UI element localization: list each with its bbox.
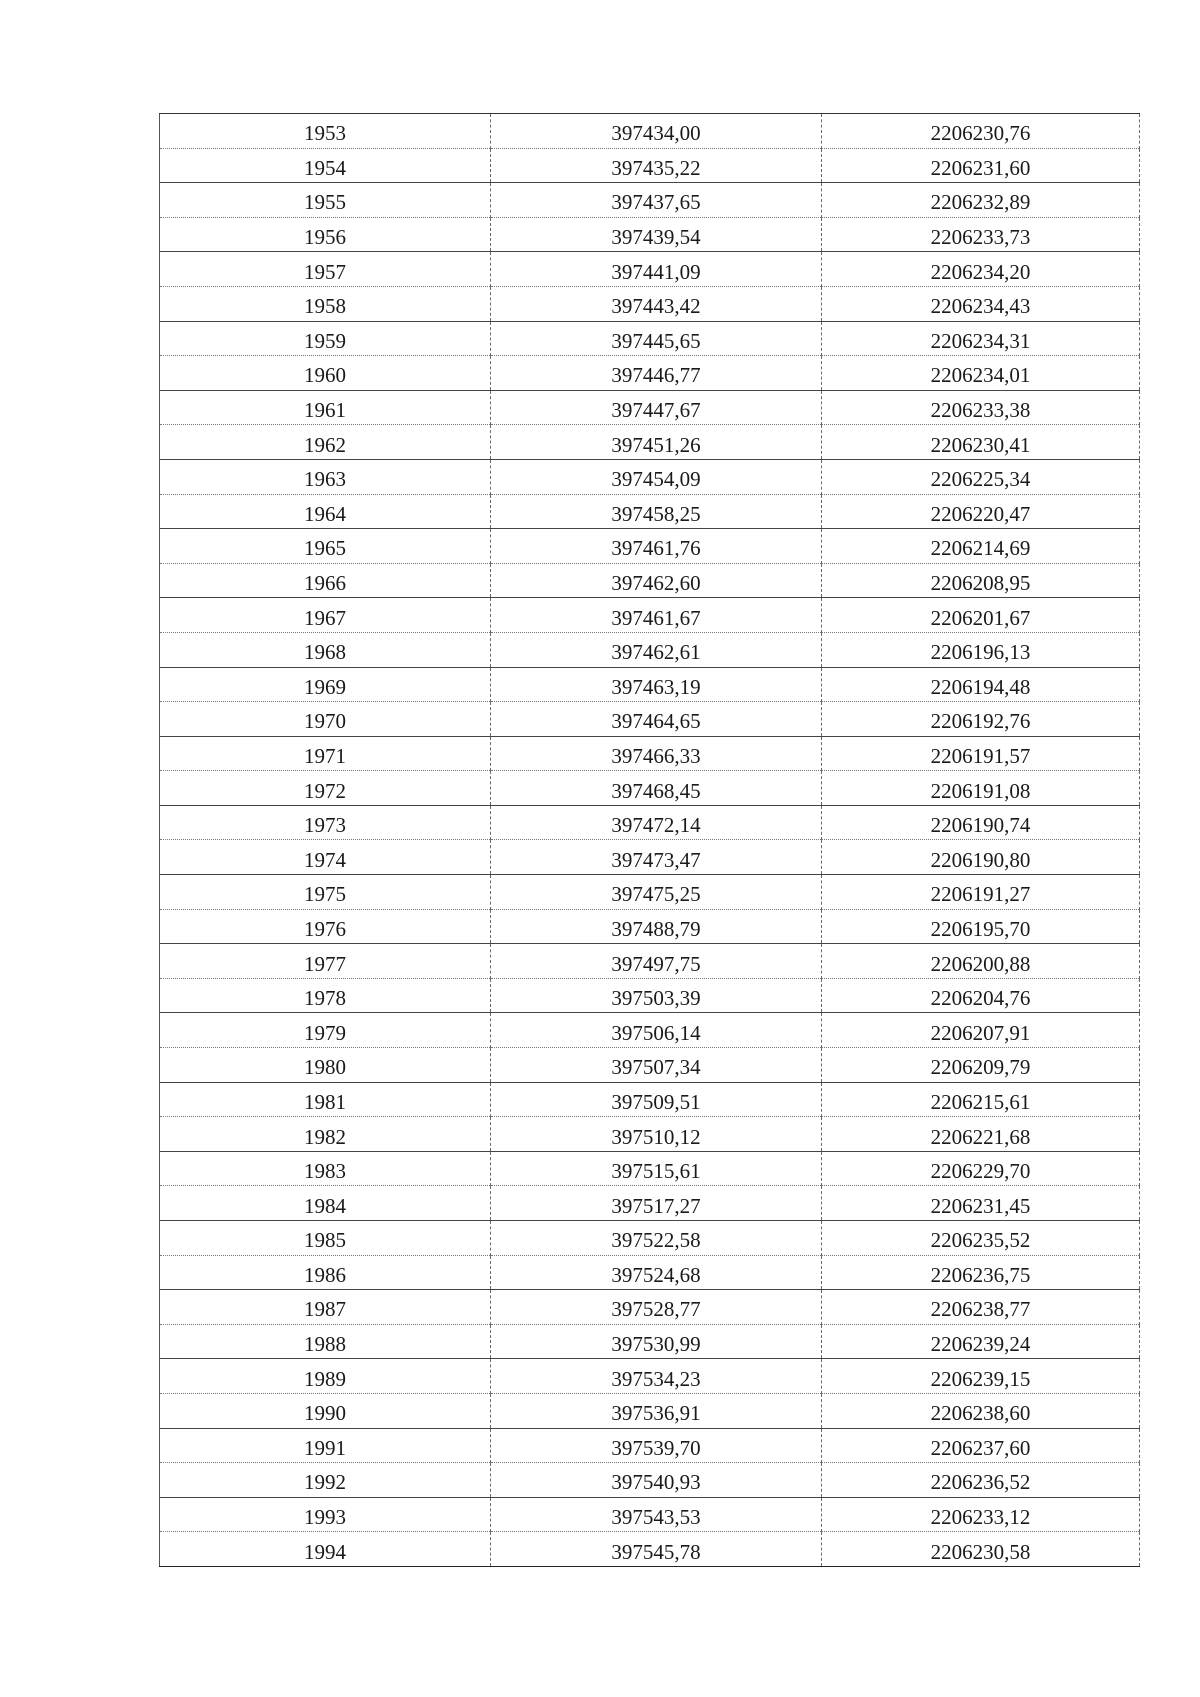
table-row — [160, 1497, 1140, 1532]
cell-text: 1957 — [304, 259, 346, 284]
point-number-cell — [160, 1186, 491, 1221]
point-number-cell — [160, 1048, 491, 1083]
cell-text: 2206200,88 — [930, 951, 1031, 976]
cell-text: 2206208,95 — [930, 571, 1031, 596]
y-coordinate-cell — [822, 494, 1140, 529]
cell-text: 2206231,45 — [930, 1193, 1031, 1218]
table-row — [160, 1082, 1140, 1117]
table-row — [160, 1117, 1140, 1152]
table-row — [160, 356, 1140, 391]
point-number-cell — [160, 632, 491, 667]
y-coordinate-cell — [822, 217, 1140, 252]
point-number-cell — [160, 1532, 491, 1567]
point-number-cell — [160, 148, 491, 183]
cell-text: 397506,14 — [611, 1020, 701, 1045]
cell-text: 1992 — [304, 1470, 346, 1495]
cell-text: 2206196,13 — [930, 640, 1031, 665]
y-coordinate-cell — [822, 702, 1140, 737]
cell-text: 1964 — [304, 501, 346, 526]
point-number-cell — [160, 944, 491, 979]
point-number-cell — [160, 390, 491, 425]
cell-text: 397540,93 — [611, 1470, 701, 1495]
x-coordinate-cell — [491, 1359, 822, 1394]
table-row — [160, 459, 1140, 494]
cell-text: 1963 — [304, 467, 346, 492]
table-row — [160, 148, 1140, 183]
cell-text: 1972 — [304, 778, 346, 803]
cell-text: 2206204,76 — [930, 986, 1031, 1011]
table-row — [160, 494, 1140, 529]
x-coordinate-cell — [491, 1255, 822, 1290]
point-number-cell — [160, 840, 491, 875]
point-number-cell — [160, 1221, 491, 1256]
point-number-cell — [160, 1117, 491, 1152]
cell-text: 1979 — [304, 1020, 346, 1045]
cell-text: 1988 — [304, 1332, 346, 1357]
cell-text: 1989 — [304, 1366, 346, 1391]
table-row — [160, 1186, 1140, 1221]
cell-text: 2206209,79 — [930, 1055, 1031, 1080]
x-coordinate-cell — [491, 805, 822, 840]
table-row — [160, 736, 1140, 771]
x-coordinate-cell — [491, 425, 822, 460]
cell-text: 397472,14 — [611, 813, 701, 838]
cell-text: 1970 — [304, 709, 346, 734]
x-coordinate-cell — [491, 1393, 822, 1428]
y-coordinate-cell — [822, 425, 1140, 460]
cell-text: 1961 — [304, 398, 346, 423]
x-coordinate-cell — [491, 1013, 822, 1048]
cell-text: 397507,34 — [611, 1055, 701, 1080]
cell-text: 1955 — [304, 190, 346, 215]
y-coordinate-cell — [822, 321, 1140, 356]
table-row — [160, 1393, 1140, 1428]
cell-text: 397528,77 — [611, 1297, 701, 1322]
cell-text: 1956 — [304, 225, 346, 250]
y-coordinate-cell — [822, 1359, 1140, 1394]
cell-text: 1984 — [304, 1193, 346, 1218]
cell-text: 2206232,89 — [930, 190, 1031, 215]
cell-text: 2206234,20 — [930, 259, 1031, 284]
cell-text: 2206233,12 — [930, 1505, 1031, 1530]
cell-text: 397466,33 — [611, 743, 701, 768]
y-coordinate-cell — [822, 1048, 1140, 1083]
x-coordinate-cell — [491, 736, 822, 771]
x-coordinate-cell — [491, 252, 822, 287]
y-coordinate-cell — [822, 563, 1140, 598]
x-coordinate-cell — [491, 217, 822, 252]
point-number-cell — [160, 1497, 491, 1532]
table-row — [160, 1221, 1140, 1256]
cell-text: 2206229,70 — [930, 1159, 1031, 1184]
cell-text: 1973 — [304, 813, 346, 838]
cell-text: 1968 — [304, 640, 346, 665]
cell-text: 1990 — [304, 1401, 346, 1426]
point-number-cell — [160, 1463, 491, 1498]
point-number-cell — [160, 356, 491, 391]
cell-text: 2206230,41 — [930, 432, 1031, 457]
cell-text: 2206191,27 — [930, 882, 1031, 907]
table-row — [160, 529, 1140, 564]
cell-text: 1959 — [304, 328, 346, 353]
cell-text: 2206191,08 — [930, 778, 1031, 803]
cell-text: 397488,79 — [611, 916, 701, 941]
table-row — [160, 321, 1140, 356]
table-row — [160, 909, 1140, 944]
point-number-cell — [160, 1151, 491, 1186]
y-coordinate-cell — [822, 1186, 1140, 1221]
point-number-cell — [160, 529, 491, 564]
table-row — [160, 1532, 1140, 1567]
y-coordinate-cell — [822, 1151, 1140, 1186]
cell-text: 397447,67 — [611, 398, 701, 423]
table-row — [160, 805, 1140, 840]
x-coordinate-cell — [491, 1428, 822, 1463]
table-row — [160, 1255, 1140, 1290]
x-coordinate-cell — [491, 1290, 822, 1325]
cell-text: 397536,91 — [611, 1401, 701, 1426]
cell-text: 397458,25 — [611, 501, 701, 526]
cell-text: 1974 — [304, 847, 346, 872]
cell-text: 397468,45 — [611, 778, 701, 803]
cell-text: 397451,26 — [611, 432, 701, 457]
cell-text: 2206234,43 — [930, 294, 1031, 319]
cell-text: 1965 — [304, 536, 346, 561]
cell-text: 2206191,57 — [930, 743, 1031, 768]
x-coordinate-cell — [491, 183, 822, 218]
table-row — [160, 1359, 1140, 1394]
cell-text: 397530,99 — [611, 1332, 701, 1357]
cell-text: 2206192,76 — [930, 709, 1031, 734]
x-coordinate-cell — [491, 702, 822, 737]
cell-text: 1966 — [304, 571, 346, 596]
point-number-cell — [160, 563, 491, 598]
y-coordinate-cell — [822, 1290, 1140, 1325]
x-coordinate-cell — [491, 1117, 822, 1152]
y-coordinate-cell — [822, 632, 1140, 667]
cell-text: 397534,23 — [611, 1366, 701, 1391]
y-coordinate-cell — [822, 875, 1140, 910]
cell-text: 1958 — [304, 294, 346, 319]
cell-text: 397539,70 — [611, 1435, 701, 1460]
table-row — [160, 1048, 1140, 1083]
y-coordinate-cell — [822, 1463, 1140, 1498]
cell-text: 2206235,52 — [930, 1228, 1031, 1253]
table-row — [160, 875, 1140, 910]
point-number-cell — [160, 114, 491, 149]
y-coordinate-cell — [822, 1082, 1140, 1117]
y-coordinate-cell — [822, 252, 1140, 287]
cell-text: 2206225,34 — [930, 467, 1031, 492]
x-coordinate-cell — [491, 114, 822, 149]
y-coordinate-cell — [822, 1428, 1140, 1463]
x-coordinate-cell — [491, 598, 822, 633]
point-number-cell — [160, 771, 491, 806]
y-coordinate-cell — [822, 1532, 1140, 1567]
cell-text: 1994 — [304, 1539, 346, 1564]
y-coordinate-cell — [822, 114, 1140, 149]
table-row — [160, 1324, 1140, 1359]
table-row — [160, 1463, 1140, 1498]
y-coordinate-cell — [822, 148, 1140, 183]
y-coordinate-cell — [822, 1497, 1140, 1532]
cell-text: 1962 — [304, 432, 346, 457]
point-number-cell — [160, 598, 491, 633]
table-row — [160, 667, 1140, 702]
y-coordinate-cell — [822, 978, 1140, 1013]
table-row — [160, 183, 1140, 218]
point-number-cell — [160, 494, 491, 529]
table-row — [160, 563, 1140, 598]
cell-text: 397439,54 — [611, 225, 701, 250]
x-coordinate-cell — [491, 632, 822, 667]
table-row — [160, 425, 1140, 460]
x-coordinate-cell — [491, 563, 822, 598]
point-number-cell — [160, 1428, 491, 1463]
point-number-cell — [160, 425, 491, 460]
cell-text: 1975 — [304, 882, 346, 907]
y-coordinate-cell — [822, 356, 1140, 391]
x-coordinate-cell — [491, 1463, 822, 1498]
point-number-cell — [160, 252, 491, 287]
cell-text: 397473,47 — [611, 847, 701, 872]
y-coordinate-cell — [822, 598, 1140, 633]
y-coordinate-cell — [822, 736, 1140, 771]
y-coordinate-cell — [822, 1255, 1140, 1290]
cell-text: 2206194,48 — [930, 674, 1031, 699]
table-row — [160, 286, 1140, 321]
x-coordinate-cell — [491, 1151, 822, 1186]
cell-text: 1967 — [304, 605, 346, 630]
y-coordinate-cell — [822, 1221, 1140, 1256]
cell-text: 397509,51 — [611, 1089, 701, 1114]
y-coordinate-cell — [822, 840, 1140, 875]
point-number-cell — [160, 736, 491, 771]
point-number-cell — [160, 1013, 491, 1048]
point-number-cell — [160, 459, 491, 494]
x-coordinate-cell — [491, 840, 822, 875]
cell-text: 397464,65 — [611, 709, 701, 734]
y-coordinate-cell — [822, 944, 1140, 979]
point-number-cell — [160, 909, 491, 944]
point-number-cell — [160, 321, 491, 356]
cell-text: 397445,65 — [611, 328, 701, 353]
cell-text: 397454,09 — [611, 467, 701, 492]
y-coordinate-cell — [822, 1324, 1140, 1359]
x-coordinate-cell — [491, 1048, 822, 1083]
x-coordinate-cell — [491, 1221, 822, 1256]
cell-text: 1953 — [304, 121, 346, 146]
cell-text: 397437,65 — [611, 190, 701, 215]
cell-text: 1986 — [304, 1262, 346, 1287]
table-row — [160, 217, 1140, 252]
cell-text: 2206237,60 — [930, 1435, 1031, 1460]
cell-text: 1991 — [304, 1435, 346, 1460]
cell-text: 2206234,01 — [930, 363, 1031, 388]
cell-text: 397443,42 — [611, 294, 701, 319]
x-coordinate-cell — [491, 875, 822, 910]
point-number-cell — [160, 702, 491, 737]
cell-text: 397441,09 — [611, 259, 701, 284]
cell-text: 397461,76 — [611, 536, 701, 561]
cell-text: 2206231,60 — [930, 155, 1031, 180]
cell-text: 397434,00 — [611, 121, 701, 146]
cell-text: 2206195,70 — [930, 916, 1031, 941]
point-number-cell — [160, 667, 491, 702]
cell-text: 1969 — [304, 674, 346, 699]
cell-text: 1971 — [304, 743, 346, 768]
cell-text: 2206207,91 — [930, 1020, 1031, 1045]
table-row — [160, 1151, 1140, 1186]
coordinates-table-body — [160, 114, 1140, 1567]
cell-text: 397462,60 — [611, 571, 701, 596]
point-number-cell — [160, 183, 491, 218]
cell-text: 2206190,80 — [930, 847, 1031, 872]
point-number-cell — [160, 1359, 491, 1394]
point-number-cell — [160, 1290, 491, 1325]
cell-text: 1978 — [304, 986, 346, 1011]
x-coordinate-cell — [491, 1532, 822, 1567]
x-coordinate-cell — [491, 1324, 822, 1359]
point-number-cell — [160, 1324, 491, 1359]
cell-text: 1960 — [304, 363, 346, 388]
cell-text: 2206238,77 — [930, 1297, 1031, 1322]
cell-text: 2206221,68 — [930, 1124, 1031, 1149]
cell-text: 397515,61 — [611, 1159, 701, 1184]
cell-text: 2206233,73 — [930, 225, 1031, 250]
cell-text: 2206238,60 — [930, 1401, 1031, 1426]
cell-text: 397463,19 — [611, 674, 701, 699]
table-row — [160, 390, 1140, 425]
cell-text: 2206234,31 — [930, 328, 1031, 353]
x-coordinate-cell — [491, 459, 822, 494]
cell-text: 397543,53 — [611, 1505, 701, 1530]
table-row — [160, 632, 1140, 667]
cell-text: 397503,39 — [611, 986, 701, 1011]
y-coordinate-cell — [822, 1393, 1140, 1428]
table-row — [160, 114, 1140, 149]
y-coordinate-cell — [822, 183, 1140, 218]
cell-text: 397497,75 — [611, 951, 701, 976]
point-number-cell — [160, 805, 491, 840]
cell-text: 1977 — [304, 951, 346, 976]
x-coordinate-cell — [491, 771, 822, 806]
cell-text: 1983 — [304, 1159, 346, 1184]
x-coordinate-cell — [491, 944, 822, 979]
table-row — [160, 252, 1140, 287]
y-coordinate-cell — [822, 771, 1140, 806]
x-coordinate-cell — [491, 390, 822, 425]
cell-text: 397446,77 — [611, 363, 701, 388]
y-coordinate-cell — [822, 390, 1140, 425]
x-coordinate-cell — [491, 286, 822, 321]
table-row — [160, 840, 1140, 875]
point-number-cell — [160, 286, 491, 321]
cell-text: 2206230,76 — [930, 121, 1031, 146]
cell-text: 397475,25 — [611, 882, 701, 907]
cell-text: 397462,61 — [611, 640, 701, 665]
y-coordinate-cell — [822, 459, 1140, 494]
cell-text: 2206230,58 — [930, 1539, 1031, 1564]
coordinates-table — [159, 113, 1140, 1567]
table-row — [160, 702, 1140, 737]
cell-text: 2206236,75 — [930, 1262, 1031, 1287]
cell-text: 2206233,38 — [930, 398, 1031, 423]
x-coordinate-cell — [491, 1082, 822, 1117]
point-number-cell — [160, 1393, 491, 1428]
cell-text: 397435,22 — [611, 155, 701, 180]
cell-text: 397510,12 — [611, 1124, 701, 1149]
y-coordinate-cell — [822, 1013, 1140, 1048]
cell-text: 397524,68 — [611, 1262, 701, 1287]
cell-text: 1982 — [304, 1124, 346, 1149]
cell-text: 2206236,52 — [930, 1470, 1031, 1495]
x-coordinate-cell — [491, 356, 822, 391]
cell-text: 397517,27 — [611, 1193, 701, 1218]
table-row — [160, 978, 1140, 1013]
point-number-cell — [160, 875, 491, 910]
cell-text: 1985 — [304, 1228, 346, 1253]
point-number-cell — [160, 978, 491, 1013]
cell-text: 397461,67 — [611, 605, 701, 630]
cell-text: 1980 — [304, 1055, 346, 1080]
y-coordinate-cell — [822, 1117, 1140, 1152]
cell-text: 2206239,15 — [930, 1366, 1031, 1391]
cell-text: 397545,78 — [611, 1539, 701, 1564]
y-coordinate-cell — [822, 909, 1140, 944]
point-number-cell — [160, 1082, 491, 1117]
point-number-cell — [160, 1255, 491, 1290]
cell-text: 1976 — [304, 916, 346, 941]
cell-text: 2206239,24 — [930, 1332, 1031, 1357]
cell-text: 1993 — [304, 1505, 346, 1530]
cell-text: 397522,58 — [611, 1228, 701, 1253]
table-row — [160, 1013, 1140, 1048]
cell-text: 2206201,67 — [930, 605, 1031, 630]
x-coordinate-cell — [491, 494, 822, 529]
cell-text: 1987 — [304, 1297, 346, 1322]
cell-text: 2206214,69 — [930, 536, 1031, 561]
y-coordinate-cell — [822, 805, 1140, 840]
x-coordinate-cell — [491, 321, 822, 356]
x-coordinate-cell — [491, 909, 822, 944]
table-row — [160, 598, 1140, 633]
cell-text: 2206190,74 — [930, 813, 1031, 838]
y-coordinate-cell — [822, 286, 1140, 321]
cell-text: 2206220,47 — [930, 501, 1031, 526]
table-row — [160, 771, 1140, 806]
y-coordinate-cell — [822, 667, 1140, 702]
table-row — [160, 944, 1140, 979]
x-coordinate-cell — [491, 1497, 822, 1532]
table-row — [160, 1290, 1140, 1325]
cell-text: 1981 — [304, 1089, 346, 1114]
x-coordinate-cell — [491, 148, 822, 183]
x-coordinate-cell — [491, 1186, 822, 1221]
cell-text: 2206215,61 — [930, 1089, 1031, 1114]
cell-text: 1954 — [304, 155, 346, 180]
x-coordinate-cell — [491, 529, 822, 564]
x-coordinate-cell — [491, 978, 822, 1013]
y-coordinate-cell — [822, 529, 1140, 564]
table-row — [160, 1428, 1140, 1463]
x-coordinate-cell — [491, 667, 822, 702]
point-number-cell — [160, 217, 491, 252]
